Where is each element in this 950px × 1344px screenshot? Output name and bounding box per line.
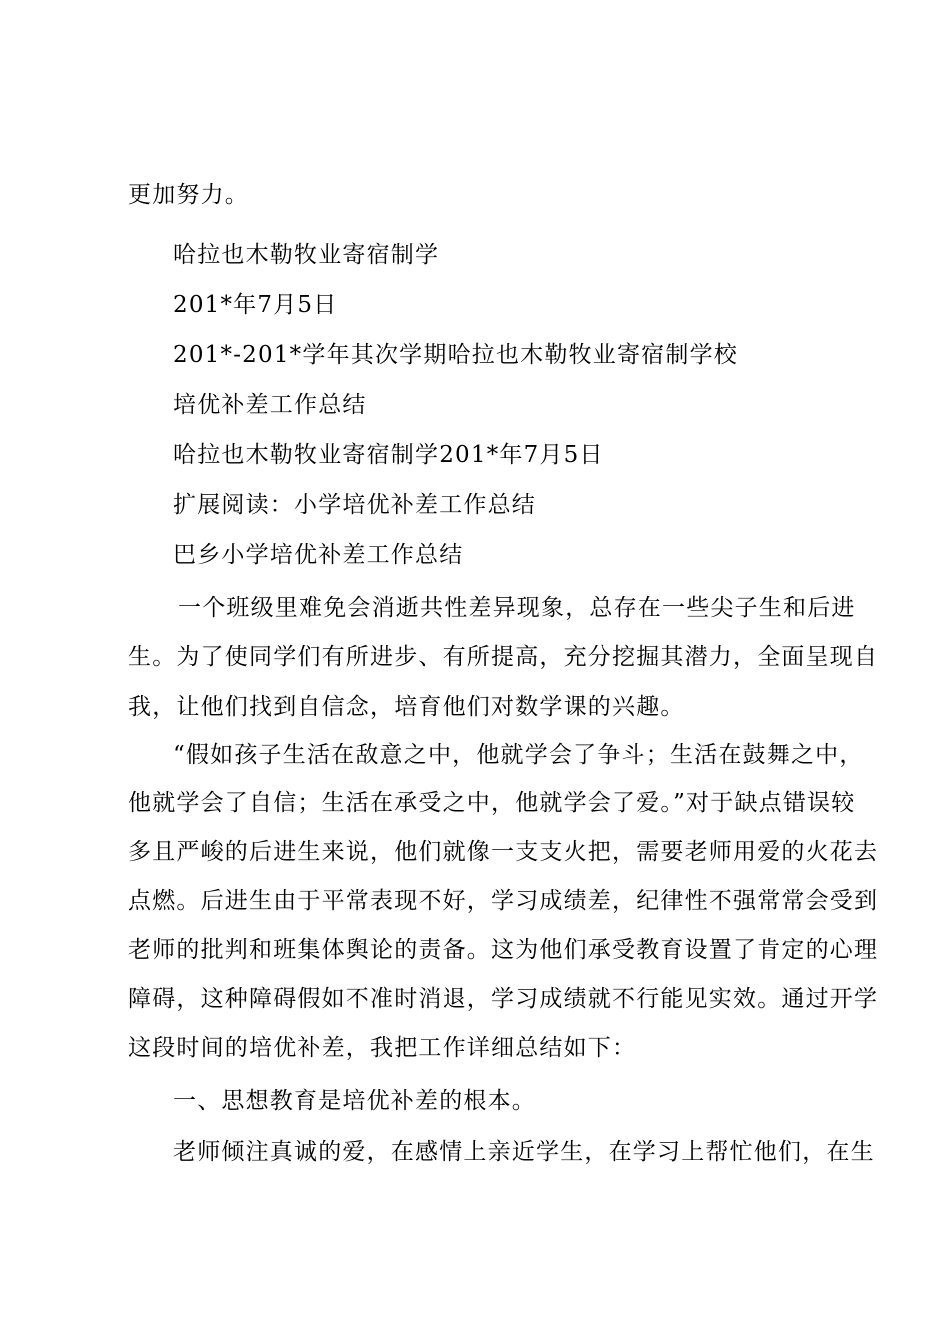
paragraph-line: 老师倾注真诚的爱，在感情上亲近学生，在学习上帮忙他们，在生 [173,1139,875,1165]
school-name-line: 哈拉也木勒牧业寄宿制学 [173,242,440,268]
text-line: 更加努力。 [128,182,249,208]
paragraph-line: 多且严峻的后进生来说，他们就像一支支火把，需要老师用爱的火花去 [128,839,879,865]
paragraph-line: 我，让他们找到自信念，培育他们对数学课的兴趣。 [128,694,685,720]
extended-reading-heading: 扩展阅读：小学培优补差工作总结 [173,492,536,518]
paragraph-line: 生。为了使同学们有所进步、有所提高，充分挖掘其潜力，全面呈现自 [128,644,879,670]
paragraph-line: “假如孩子生活在敌意之中，他就学会了争斗；生活在鼓舞之中， [173,742,864,768]
paragraph-line: 老师的批判和班集体舆论的责备。这为他们承受教育设置了肯定的心理 [128,937,879,963]
report-subtitle-line: 培优补差工作总结 [173,392,367,418]
paragraph-line: 他就学会了自信；生活在承受之中，他就学会了爱。”对于缺点错误较 [128,790,856,816]
paragraph-line: 这段时间的培优补差，我把工作详细总结如下： [128,1035,637,1061]
date-line: 201*年7月5日 [173,292,338,318]
section-title: 巴乡小学培优补差工作总结 [173,542,464,568]
paragraph-line: 一个班级里难免会消逝共性差异现象，总存在一些尖子生和后进 [178,595,856,621]
report-title-line: 201*-201*学年其次学期哈拉也木勒牧业寄宿制学校 [173,342,738,368]
paragraph-line: 障碍，这种障碍假如不准时消退，学习成绩就不行能见实效。通过开学 [128,986,879,1012]
paragraph-line: 点燃。后进生由于平常表现不好，学习成绩差，纪律性不强常常会受到 [128,888,879,914]
signature-line: 哈拉也木勒牧业寄宿制学201*年7月5日 [173,442,604,468]
section-heading: 一、思想教育是培优补差的根本。 [173,1088,536,1114]
